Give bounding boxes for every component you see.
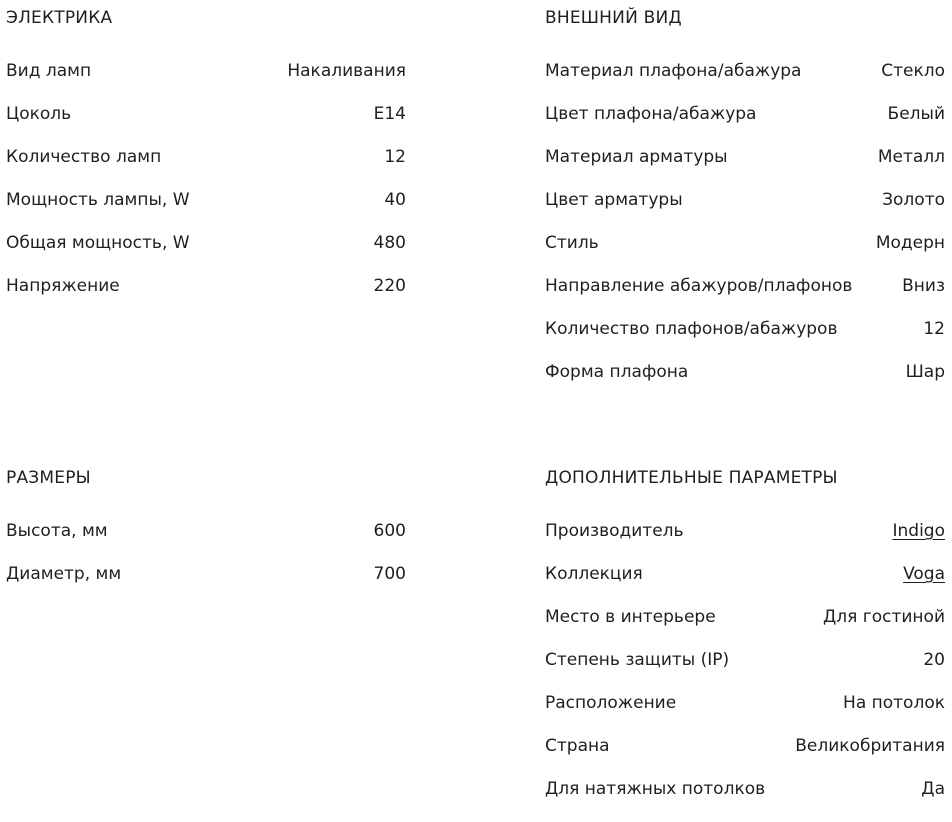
spec-row-socket (6, 104, 406, 147)
spec-row-shade-count (545, 319, 945, 362)
spec-label: Цвет плафона/абажура (545, 104, 757, 124)
section-title-additional: ДОПОЛНИТЕЛЬНЫЕ ПАРАМЕТРЫ (545, 468, 838, 488)
spec-label: Направление абажуров/плафонов (545, 276, 853, 296)
spec-label: Страна (545, 736, 610, 756)
spec-label: Стиль (545, 233, 599, 253)
spec-value: Золото (882, 190, 945, 210)
spec-label: Количество плафонов/абажуров (545, 319, 838, 339)
spec-label: Расположение (545, 693, 677, 713)
spec-value: Да (921, 779, 945, 799)
spec-row-shade-shape (545, 362, 945, 405)
spec-list-additional (545, 521, 945, 822)
spec-label: Для натяжных потолков (545, 779, 766, 799)
spec-row-total-power (6, 233, 406, 276)
spec-label: Мощность лампы, W (6, 190, 190, 210)
spec-row-ip-rating (545, 650, 945, 693)
spec-label: Вид ламп (6, 61, 92, 81)
spec-value: 40 (384, 190, 406, 210)
spec-value: На потолок (843, 693, 945, 713)
spec-value: Стекло (881, 61, 945, 81)
spec-label: Коллекция (545, 564, 643, 584)
spec-value: 20 (923, 650, 945, 670)
spec-row-height (6, 521, 406, 564)
spec-row-manufacturer (545, 521, 945, 564)
spec-label: Форма плафона (545, 362, 689, 382)
spec-label: Напряжение (6, 276, 120, 296)
spec-value: 220 (373, 276, 406, 296)
spec-row-diameter (6, 564, 406, 607)
spec-label: Высота, мм (6, 521, 108, 541)
collection-link[interactable]: Voga (903, 564, 945, 584)
spec-list-appearance (545, 61, 945, 405)
spec-value: Великобритания (795, 736, 945, 756)
spec-value: Накаливания (287, 61, 406, 81)
spec-row-placement (545, 693, 945, 736)
spec-value: 12 (384, 147, 406, 167)
spec-label: Количество ламп (6, 147, 162, 167)
spec-row-frame-color (545, 190, 945, 233)
spec-label: Общая мощность, W (6, 233, 190, 253)
spec-row-shade-direction (545, 276, 945, 319)
spec-row-frame-material (545, 147, 945, 190)
spec-label: Цоколь (6, 104, 72, 124)
section-title-appearance: ВНЕШНИЙ ВИД (545, 8, 682, 28)
spec-list-dimensions (6, 521, 406, 607)
spec-value: Модерн (875, 233, 945, 253)
spec-label: Производитель (545, 521, 684, 541)
spec-value: Для гостиной (823, 607, 945, 627)
spec-label: Степень защиты (IP) (545, 650, 730, 670)
spec-value: Шар (905, 362, 945, 382)
section-title-electrics: ЭЛЕКТРИКА (6, 8, 113, 28)
spec-value: E14 (373, 104, 406, 124)
spec-row-voltage (6, 276, 406, 319)
spec-label: Диаметр, мм (6, 564, 122, 584)
spec-row-lamp-count (6, 147, 406, 190)
spec-row-country (545, 736, 945, 779)
spec-label: Цвет арматуры (545, 190, 683, 210)
spec-row-shade-color (545, 104, 945, 147)
section-title-dimensions: РАЗМЕРЫ (6, 468, 91, 488)
spec-value: 480 (373, 233, 406, 253)
spec-value: Вниз (902, 276, 945, 296)
spec-row-stretch-ceiling (545, 779, 945, 822)
spec-row-lamp-power (6, 190, 406, 233)
spec-list-electrics (6, 61, 406, 319)
spec-row-shade-material (545, 61, 945, 104)
spec-value: 700 (373, 564, 406, 584)
spec-label: Место в интерьере (545, 607, 716, 627)
spec-label: Материал арматуры (545, 147, 728, 167)
spec-value: 600 (373, 521, 406, 541)
spec-value: Белый (887, 104, 945, 124)
spec-row-collection (545, 564, 945, 607)
spec-row-lamp-type (6, 61, 406, 104)
spec-label: Материал плафона/абажура (545, 61, 802, 81)
spec-row-style (545, 233, 945, 276)
manufacturer-link[interactable]: Indigo (892, 521, 945, 541)
spec-value: 12 (923, 319, 945, 339)
spec-value: Металл (877, 147, 945, 167)
spec-row-interior-place (545, 607, 945, 650)
